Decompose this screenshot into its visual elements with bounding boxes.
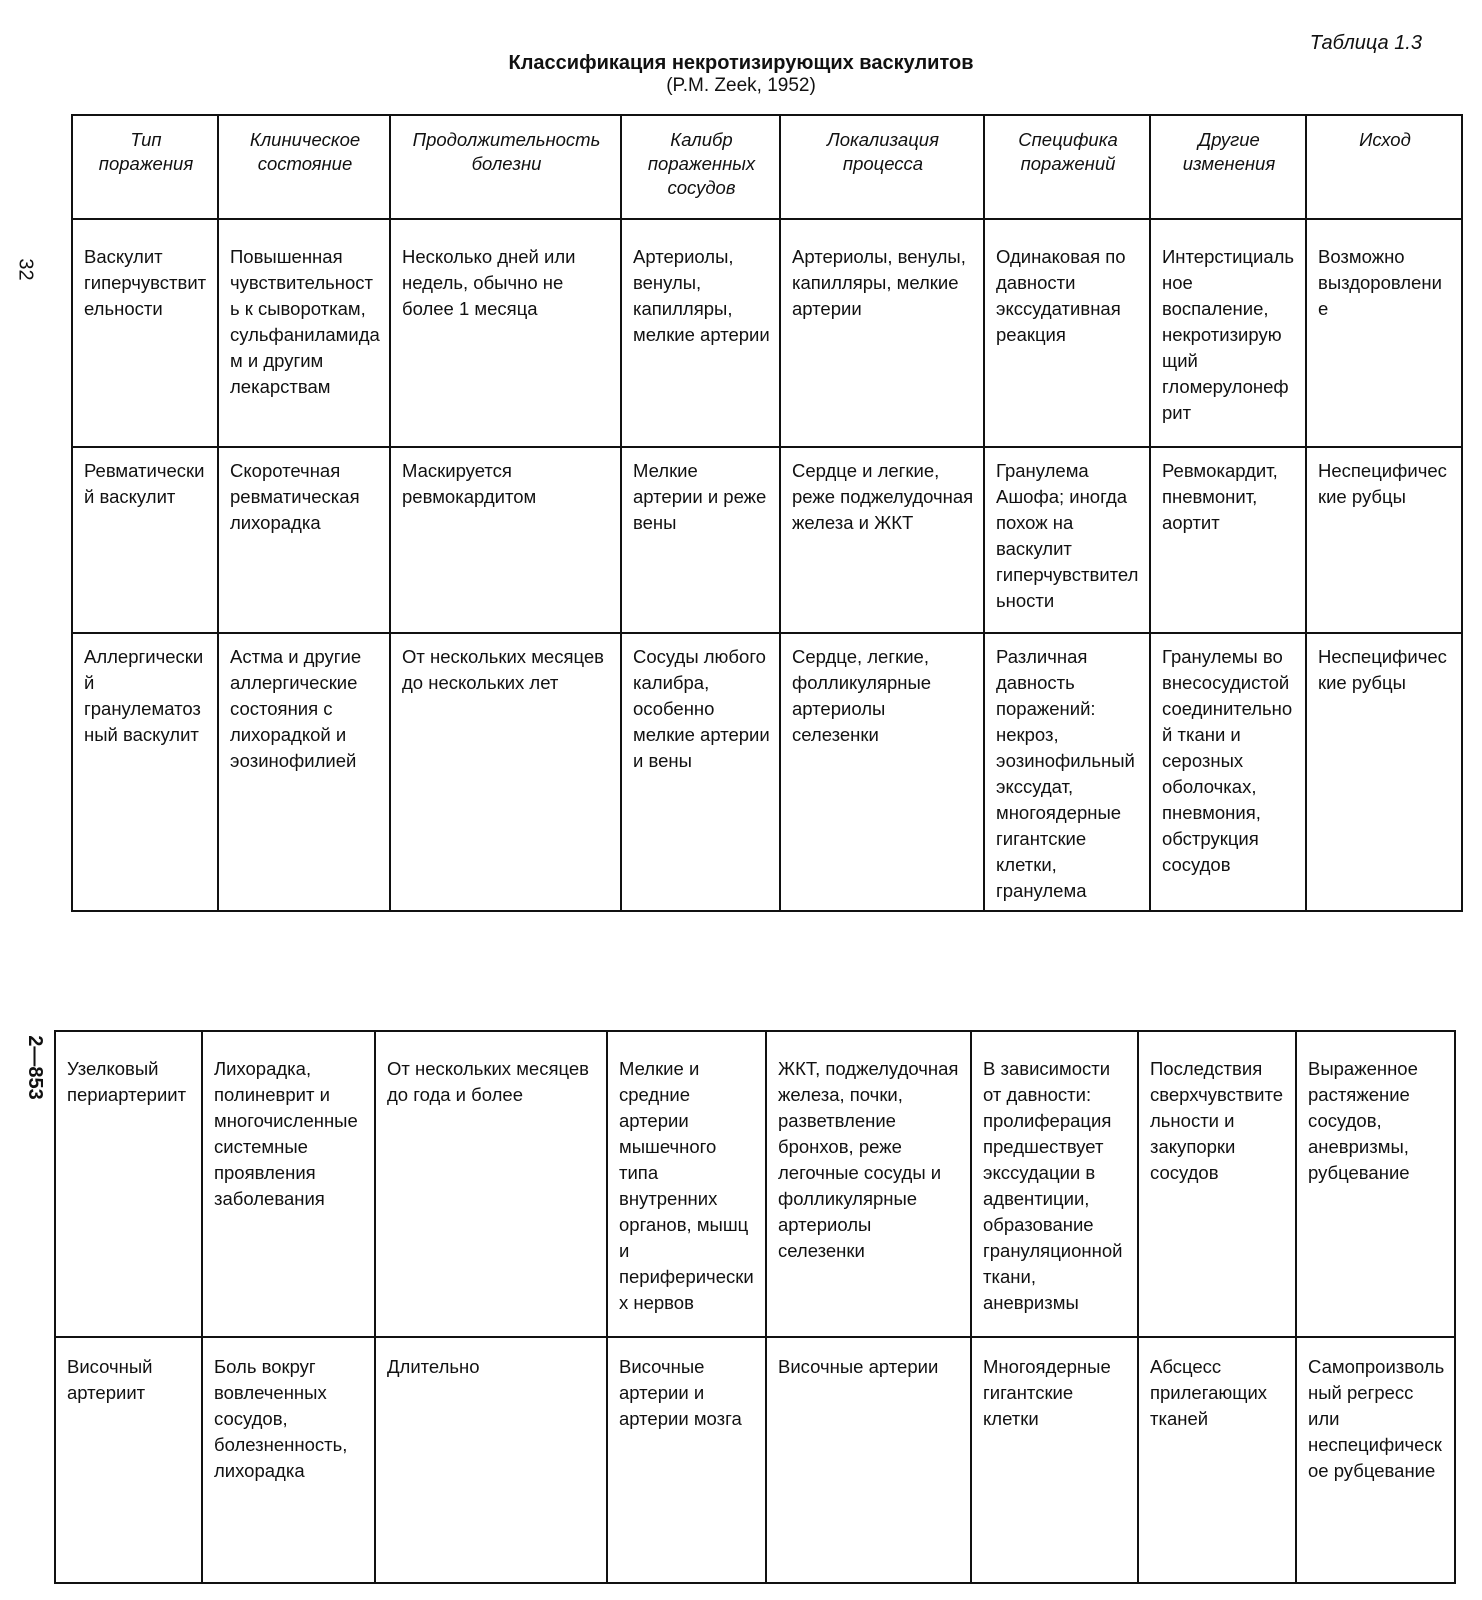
table-row <box>72 633 1462 911</box>
vasculitis-table-top <box>71 114 1463 912</box>
table-number-label: Таблица 1.3 <box>1309 32 1422 54</box>
table-cell: Гранулема Ашофа; иногда похож на васкулит гиперчувствительности <box>984 447 1150 633</box>
table-cell: ЖКТ, поджелудочная железа, почки, разветвление бронхов, реже легочные сосуды и фолликулярные артериолы селезенки <box>766 1031 971 1337</box>
table-cell: Маскируется ревмокардитом <box>390 447 621 633</box>
header-cell: Клиническое состояние <box>218 115 390 219</box>
table-cell: Одинаковая по давности экссудативная реакция <box>984 219 1150 447</box>
table-cell: Сердце, легкие, фолликулярные артериолы селезенки <box>780 633 984 911</box>
header-cell: Исход <box>1306 115 1462 219</box>
header-row <box>72 115 1462 219</box>
table-cell: Мелкие артерии и реже вены <box>621 447 780 633</box>
table-cell: Абсцесс прилегающих тканей <box>1138 1337 1296 1583</box>
page-number: 32 <box>14 258 37 281</box>
table-title: Классификация некротизирующих васкулитов <box>508 52 974 74</box>
table-cell: Выраженное растяжение сосудов, аневризмы, рубцевание <box>1296 1031 1455 1337</box>
table-cell: Гранулемы во внесосудистой соединительной ткани и серозных оболочках, пневмония, обструкция сосудов <box>1150 633 1306 911</box>
table-title-block <box>0 52 1482 97</box>
table-cell: Узелковый периартериит <box>55 1031 202 1337</box>
header-cell: Другие изменения <box>1150 115 1306 219</box>
table-cell: Интерстициальное воспаление, некротизирующий гломерулонефрит <box>1150 219 1306 447</box>
table-cell: Ревматический васкулит <box>72 447 218 633</box>
table-cell: Астма и другие аллергические состояния с лихорадкой и эозинофилией <box>218 633 390 911</box>
table-subtitle: (P.M. Zeek, 1952) <box>666 75 816 96</box>
header-cell: Калибр пораженных сосудов <box>621 115 780 219</box>
table-cell: Ревмокардит, пневмонит, аортит <box>1150 447 1306 633</box>
header-cell: Тип поражения <box>72 115 218 219</box>
table-cell: Лихорадка, полиневрит и многочисленные системные проявления заболевания <box>202 1031 375 1337</box>
table-row <box>72 219 1462 447</box>
table-cell: Артериолы, венулы, капилляры, мелкие артерии <box>621 219 780 447</box>
signature-mark: 2—853 <box>23 1035 46 1100</box>
table-cell: Мелкие и средние артерии мышечного типа внутренних органов, мышц и периферических нервов <box>607 1031 766 1337</box>
header-cell: Специфика поражений <box>984 115 1150 219</box>
table-cell: В зависимости от давности: пролиферация предшествует экссудации в адвентиции, образование грануляционной ткани, аневризмы <box>971 1031 1138 1337</box>
table-cell: Возможно выздоровление <box>1306 219 1462 447</box>
table-cell: Сосуды любого калибра, особенно мелкие артерии и вены <box>621 633 780 911</box>
table-cell: Височный артериит <box>55 1337 202 1583</box>
table-cell: Различная давность поражений: некроз, эозинофильный экссудат, многоядерные гигантские клетки, гранулема <box>984 633 1150 911</box>
table-cell: Самопроизвольный регресс или неспецифическое рубцевание <box>1296 1337 1455 1583</box>
table-cell: Повышенная чувствительность к сывороткам, сульфаниламидам и другим лекарствам <box>218 219 390 447</box>
table-cell: Височные артерии и артерии мозга <box>607 1337 766 1583</box>
table-row <box>55 1337 1455 1583</box>
header-cell: Продолжительность болезни <box>390 115 621 219</box>
table-cell: Сердце и легкие, реже поджелудочная железа и ЖКТ <box>780 447 984 633</box>
table-cell: От нескольких месяцев до года и более <box>375 1031 607 1337</box>
table-cell: Боль вокруг вовлеченных сосудов, болезненность, лихорадка <box>202 1337 375 1583</box>
table-cell: Многоядерные гигантские клетки <box>971 1337 1138 1583</box>
table-cell: Аллергический гранулематозный васкулит <box>72 633 218 911</box>
table-cell: Васкулит гиперчувствительности <box>72 219 218 447</box>
header-cell: Локализация процесса <box>780 115 984 219</box>
table-row <box>55 1031 1455 1337</box>
table-cell: От нескольких месяцев до нескольких лет <box>390 633 621 911</box>
table-cell: Длительно <box>375 1337 607 1583</box>
vasculitis-table-bottom <box>54 1030 1456 1584</box>
table-cell: Скоротечная ревматическая лихорадка <box>218 447 390 633</box>
table-cell: Несколько дней или недель, обычно не более 1 месяца <box>390 219 621 447</box>
table-cell: Неспецифические рубцы <box>1306 447 1462 633</box>
table-cell: Височные артерии <box>766 1337 971 1583</box>
table-cell: Последствия сверхчувствительности и закупорки сосудов <box>1138 1031 1296 1337</box>
table-cell: Неспецифические рубцы <box>1306 633 1462 911</box>
table-cell: Артериолы, венулы, капилляры, мелкие артерии <box>780 219 984 447</box>
table-row <box>72 447 1462 633</box>
